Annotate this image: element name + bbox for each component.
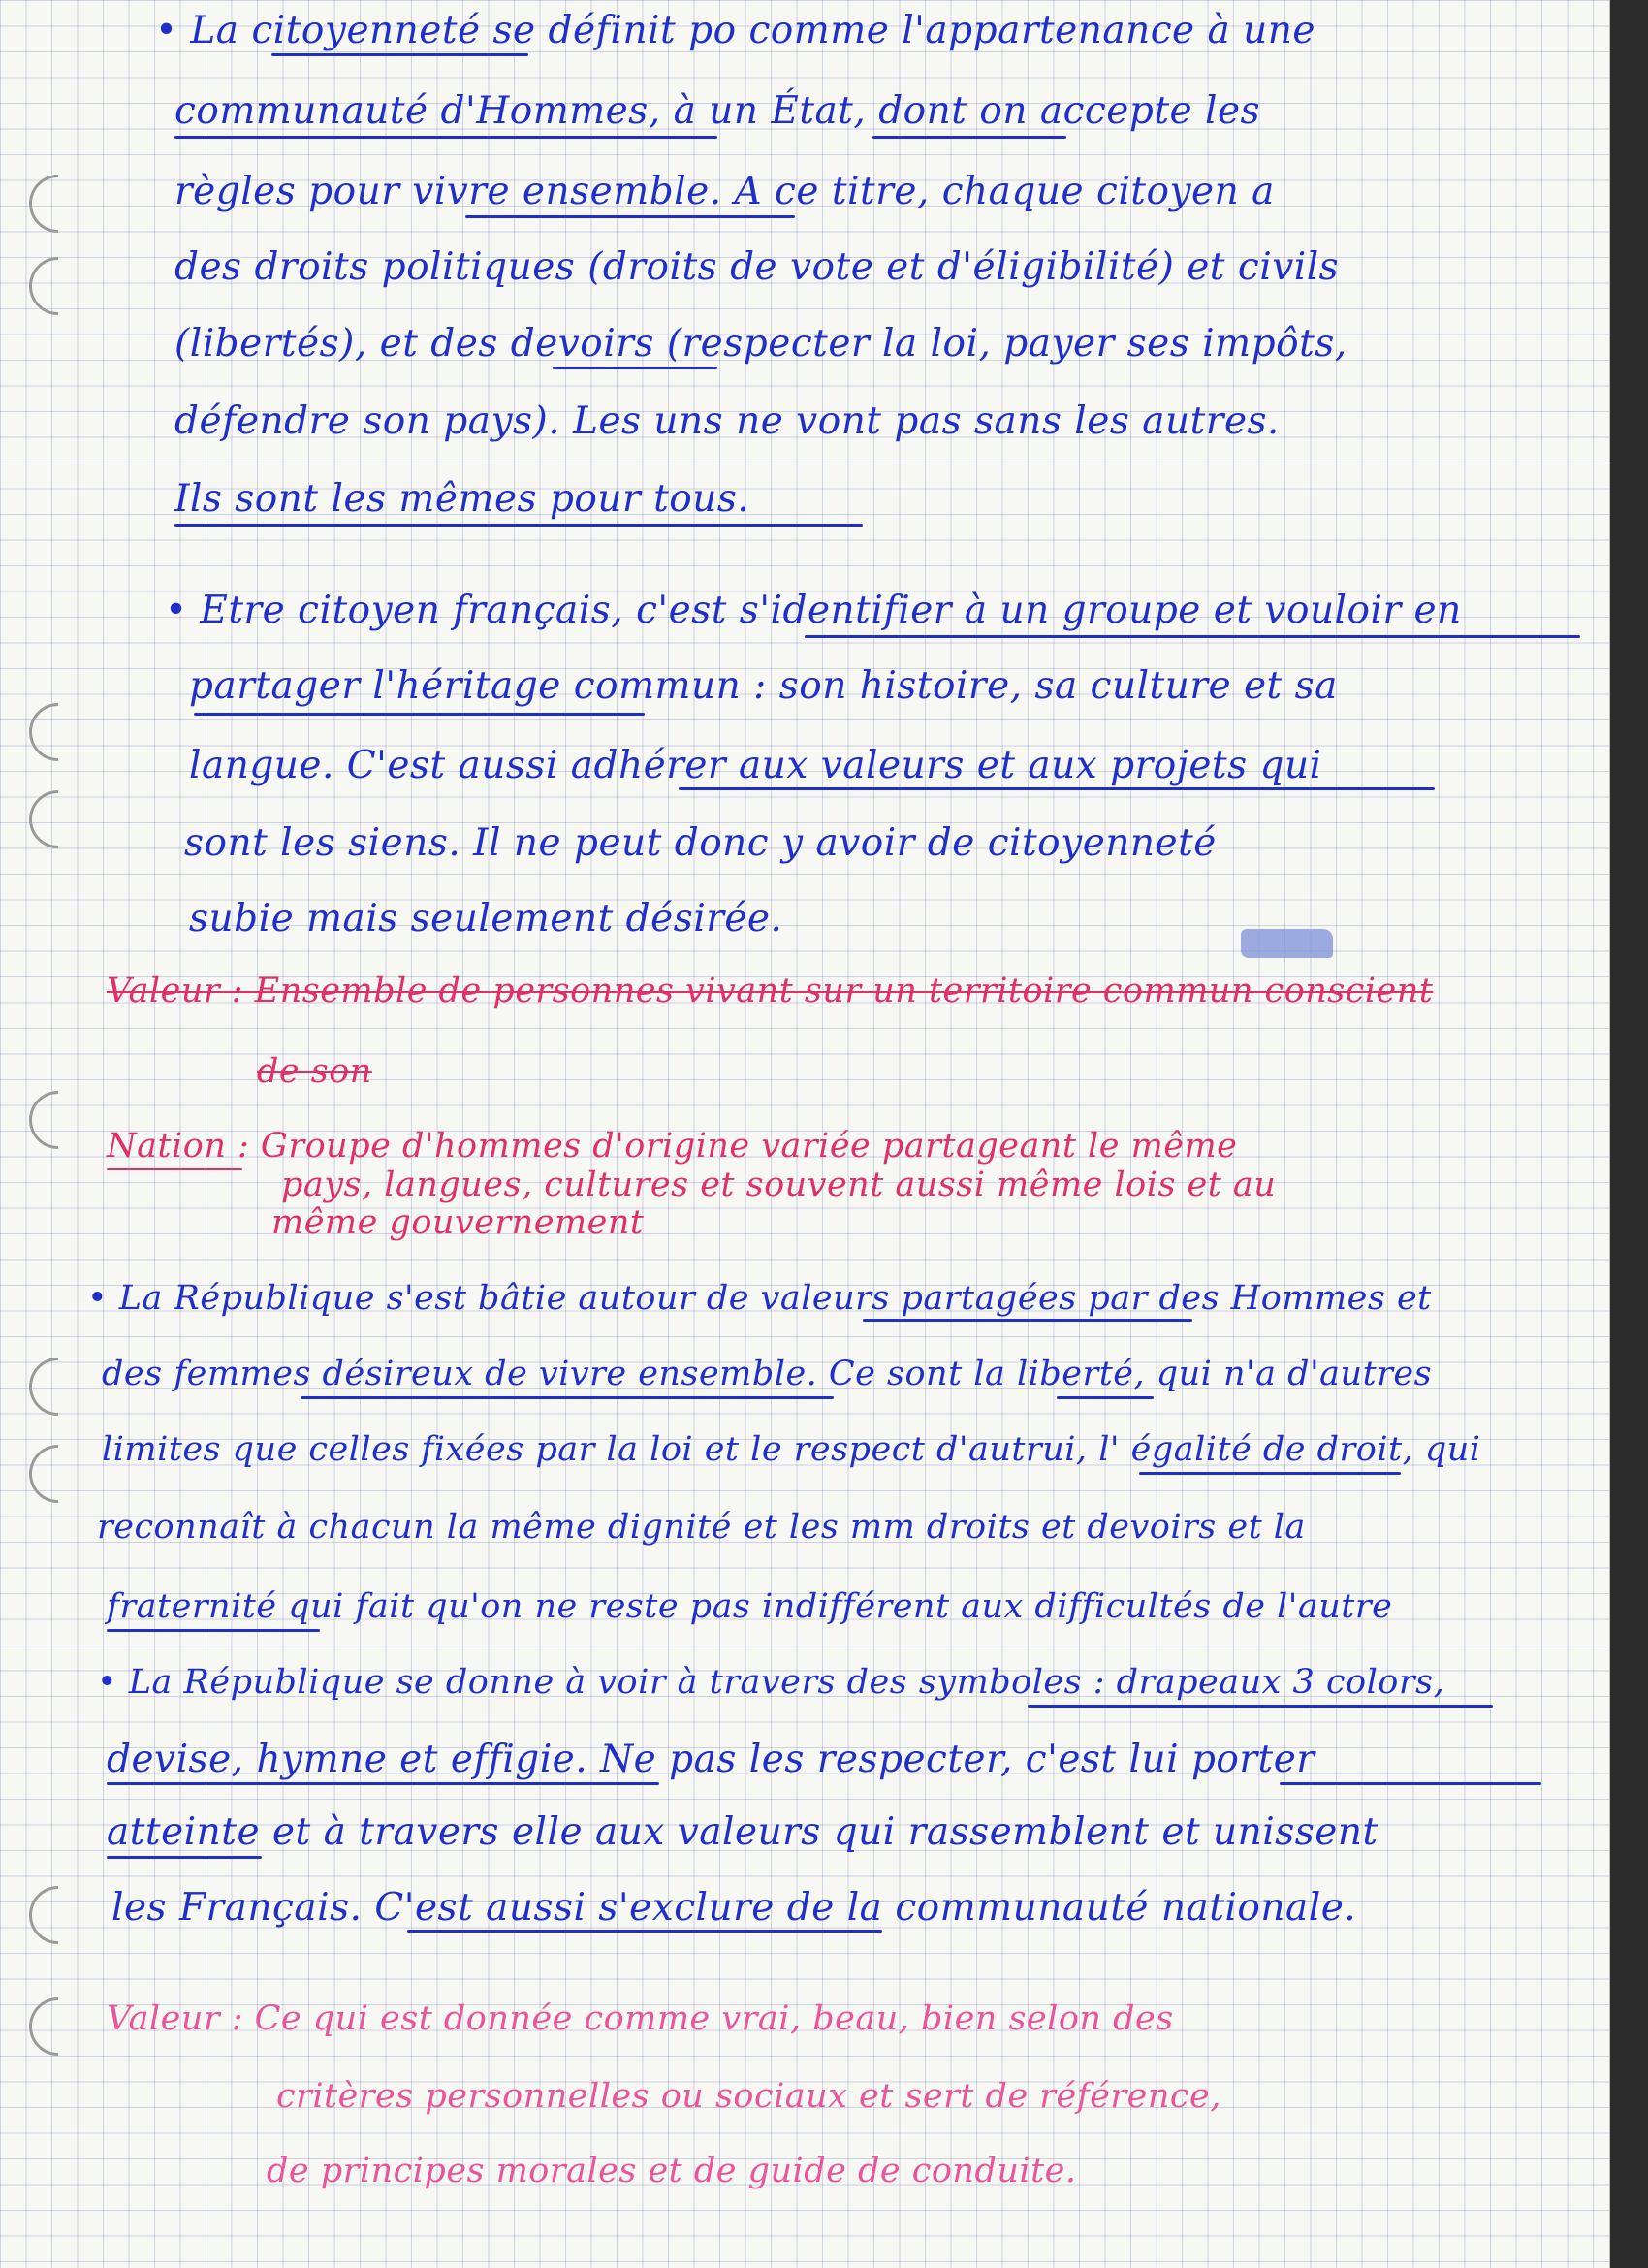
underline [107, 1856, 262, 1859]
text-line: de principes morales et de guide de conduite. [267, 2152, 1077, 2190]
text-line: sont les siens. Il ne peut donc y avoir de citoyenneté [184, 821, 1217, 865]
text-line: Ils sont les mêmes pour tous. [174, 477, 750, 521]
underline [872, 136, 1066, 139]
text-line: reconnaît à chacun la même dignité et les mm droits et devoirs et la [97, 1508, 1306, 1547]
text-line: • La République se donne à voir à travers des symboles : drapeaux 3 colors, [97, 1663, 1445, 1702]
text-line: les Français. C'est aussi s'exclure de la communauté nationale. [111, 1886, 1357, 1930]
text-line: Valeur : Ensemble de personnes vivant sur un territoire commun conscient [107, 972, 1434, 1010]
underline [1139, 1472, 1401, 1475]
underline [107, 1782, 659, 1785]
text-line: atteinte et à travers elle aux valeurs qui rassemblent et unissent [107, 1810, 1379, 1854]
text-line: Nation : Groupe d'hommes d'origine variée partageant le même [107, 1127, 1238, 1166]
underline [407, 1930, 882, 1933]
underline [174, 524, 863, 527]
text-line: pays, langues, cultures et souvent aussi même lois et au [281, 1166, 1277, 1204]
text-line: devise, hymne et effigie. Ne pas les respecter, c'est lui porter [107, 1738, 1315, 1781]
ink-blot [1241, 929, 1333, 958]
text-line: Valeur : Ce qui est donnée comme vrai, beau, bien selon des [107, 1999, 1174, 2038]
underline [107, 1629, 320, 1632]
text-line: • La citoyenneté se définit po comme l'appartenance à une [155, 9, 1315, 52]
text-line: • La République s'est bâtie autour de valeurs partagées par des Hommes et [87, 1279, 1432, 1318]
punch-hole [17, 1346, 100, 1428]
text-line: même gouvernement [271, 1203, 645, 1242]
underline [1057, 1396, 1154, 1399]
underline [194, 713, 645, 716]
text-line: de son [257, 1052, 372, 1091]
underline [1028, 1705, 1493, 1708]
underline [1280, 1782, 1541, 1785]
punch-hole [17, 1986, 100, 2068]
text-line: langue. C'est aussi adhérer aux valeurs et aux projets qui [189, 744, 1322, 787]
punch-hole [17, 245, 100, 328]
underline [465, 215, 795, 218]
text-line: règles pour vivre ensemble. A ce titre, chaque citoyen a [174, 170, 1275, 213]
underline [863, 1319, 1192, 1322]
underline [271, 53, 528, 56]
punch-hole [17, 1079, 100, 1162]
text-line: limites que celles fixées par la loi et le respect d'autrui, l' égalité de droit, qui [102, 1430, 1481, 1469]
text-line: fraternité qui fait qu'on ne reste pas indifférent aux difficultés de l'autre [107, 1587, 1393, 1626]
underline [805, 635, 1580, 638]
text-line: critères personnelles ou sociaux et sert de référence, [276, 2077, 1221, 2116]
text-line: communauté d'Hommes, à un État, dont on accepte les [174, 89, 1261, 133]
underline [553, 367, 717, 369]
text-line: subie mais seulement désirée. [189, 897, 783, 941]
punch-hole [17, 779, 100, 861]
underline [679, 787, 1435, 790]
text-line: défendre son pays). Les uns ne vont pas sans les autres. [174, 399, 1280, 443]
underline [174, 136, 717, 139]
underline [107, 1168, 242, 1170]
punch-hole [17, 163, 100, 245]
text-line: • Etre citoyen français, c'est s'identifier à un groupe et vouloir en [165, 589, 1462, 632]
punch-hole [17, 691, 100, 774]
punch-hole [17, 1874, 100, 1957]
text-line: des femmes désireux de vivre ensemble. Ce sont la liberté, qui n'a d'autres [102, 1355, 1433, 1393]
text-line: (libertés), et des devoirs (respecter la loi, payer ses impôts, [174, 322, 1347, 366]
punch-hole [17, 1433, 100, 1516]
underline [301, 1396, 834, 1399]
text-line: des droits politiques (droits de vote et d'éligibilité) et civils [174, 245, 1340, 289]
text-line: partager l'héritage commun : son histoire, sa culture et sa [189, 664, 1338, 708]
